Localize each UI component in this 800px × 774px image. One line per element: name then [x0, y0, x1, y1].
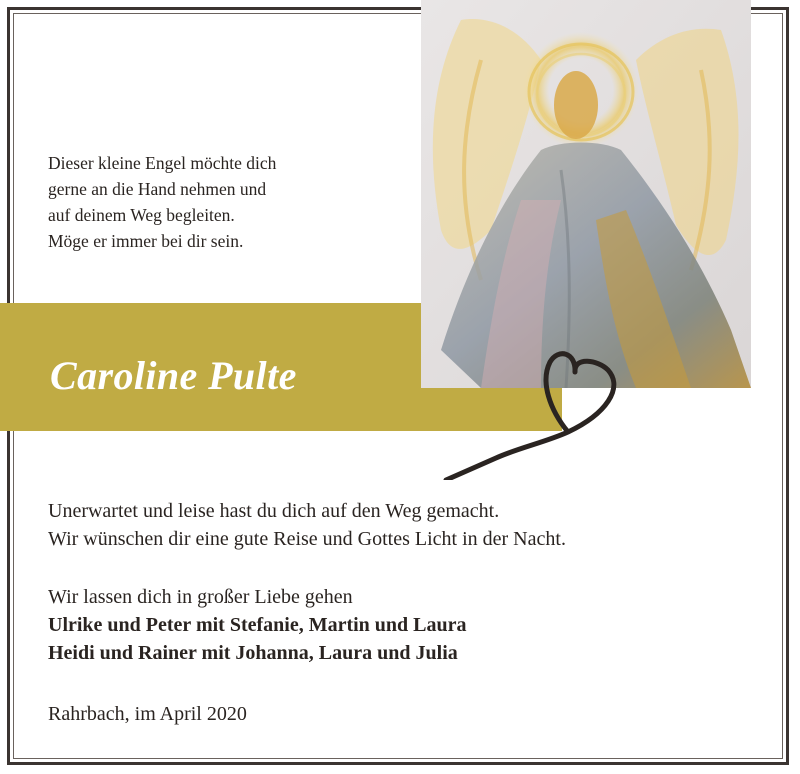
mourner-line: Heidi und Rainer mit Johanna, Laura und Julia — [48, 642, 458, 664]
deceased-name: Caroline Pulte — [50, 353, 297, 398]
verse-line: gerne an die Hand nehmen und — [48, 179, 267, 199]
mourner-line: Ulrike und Peter mit Stefanie, Martin und Laura — [48, 614, 467, 636]
angel-painting — [421, 0, 751, 388]
verse-line: auf deinem Weg begleiten. — [48, 205, 235, 225]
message-line: Wir wünschen dir eine gute Reise und Gottes Licht in der Nacht. — [48, 528, 566, 550]
place-date: Rahrbach, im April 2020 — [48, 703, 247, 725]
farewell-line: Wir lassen dich in großer Liebe gehen — [48, 586, 353, 608]
verse-line: Möge er immer bei dir sein. — [48, 231, 244, 251]
spacer — [48, 553, 566, 583]
message-block — [48, 497, 566, 667]
verse-block — [48, 150, 276, 254]
message-line: Unerwartet und leise hast du dich auf den Weg gemacht. — [48, 500, 500, 522]
heart-icon — [438, 340, 638, 480]
verse-line: Dieser kleine Engel möchte dich — [48, 153, 277, 173]
